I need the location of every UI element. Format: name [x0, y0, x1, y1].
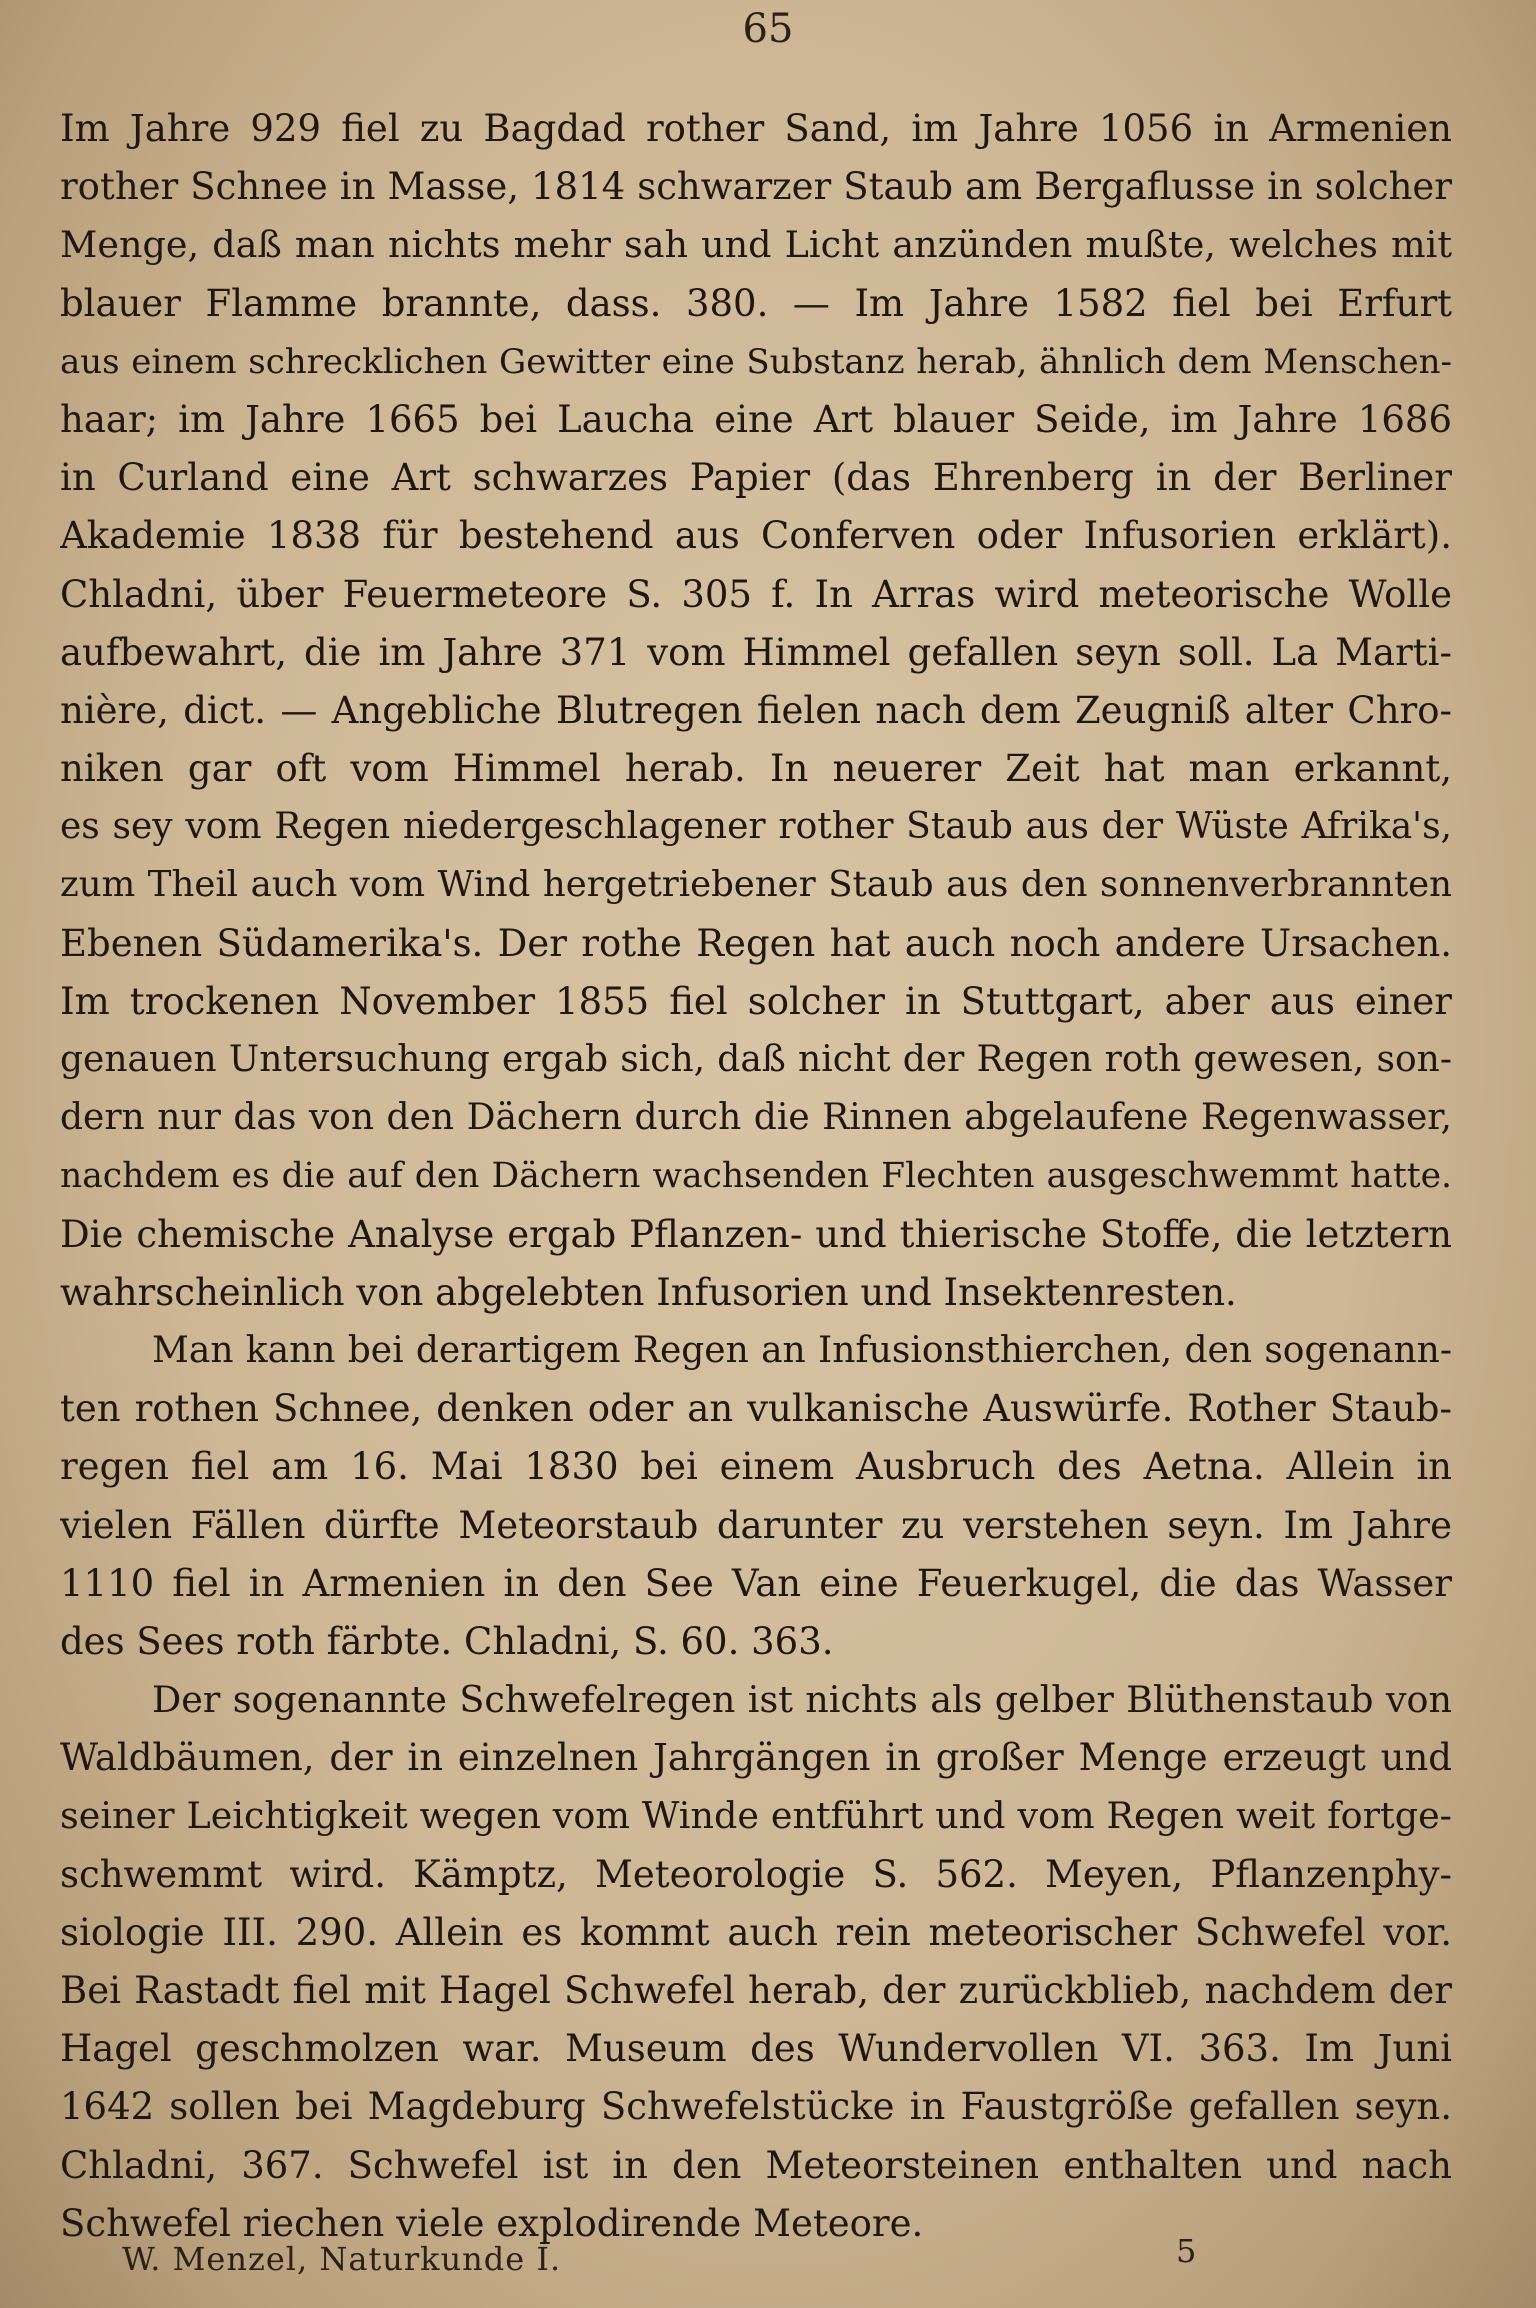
- text-line: Die chemische Analyse ergab Pflanzen- und thierische Stoffe, die letztern: [60, 1212, 1452, 1256]
- text-line: Man kann bei derartigem Regen an Infusionsthierchen, den sogenann-: [152, 1329, 1452, 1371]
- text-line: Akademie 1838 für bestehend aus Conferven oder Infusorien erklärt).: [60, 514, 1452, 558]
- text-line: aufbewahrt, die im Jahre 371 vom Himmel gefallen seyn soll. La Marti-: [60, 630, 1452, 674]
- text-line: Menge, daß man nichts mehr sah und Licht anzünden mußte, welches mit: [60, 223, 1452, 267]
- footer-sheet-number: 5: [1176, 2232, 1197, 2270]
- text-line: Im trockenen November 1855 fiel solcher in Stuttgart, aber aus einer: [60, 979, 1452, 1023]
- text-line: regen fiel am 16. Mai 1830 bei einem Ausbruch des Aetna. Allein in: [60, 1445, 1452, 1489]
- text-line: rother Schnee in Masse, 1814 schwarzer Staub am Bergaflusse in solcher: [60, 165, 1452, 209]
- text-line: es sey vom Regen niedergeschlagener rother Staub aus der Wüste Afrika's,: [60, 806, 1452, 848]
- text-line: Hagel geschmolzen war. Museum des Wundervollen VI. 363. Im Juni: [60, 2027, 1452, 2071]
- text-line: nière, dict. — Angebliche Blutregen fielen nach dem Zeugniß alter Chro-: [60, 688, 1452, 732]
- text-line: genauen Untersuchung ergab sich, daß nicht der Regen roth gewesen, son-: [60, 1039, 1452, 1080]
- text-line: Im Jahre 929 fiel zu Bagdad rother Sand, im Jahre 1056 in Armenien: [60, 107, 1452, 150]
- text-line: zum Theil auch vom Wind hergetriebener Staub aus den sonnenverbrannten: [60, 864, 1452, 906]
- text-line: ten rothen Schnee, denken oder an vulkanische Auswürfe. Rother Staub-: [60, 1387, 1452, 1431]
- text-line: Der sogenannte Schwefelregen ist nichts als gelber Blüthenstaub von: [152, 1678, 1452, 1722]
- text-line: Waldbäumen, der in einzelnen Jahrgängen in großer Menge erzeugt und: [60, 1736, 1452, 1780]
- text-line: Chladni, über Feuermeteore S. 305 f. In Arras wird meteorische Wolle: [60, 572, 1452, 616]
- text-line: Chladni, 367. Schwefel ist in den Meteorsteinen enthalten und nach: [60, 2143, 1452, 2187]
- text-line: haar; im Jahre 1665 bei Laucha eine Art blauer Seide, im Jahre 1686: [60, 397, 1452, 441]
- text-line: blauer Flamme brannte, dass. 380. — Im Jahre 1582 fiel bei Erfurt: [60, 281, 1452, 325]
- text-line: Ebenen Südamerika's. Der rothe Regen hat auch noch andere Ursachen.: [60, 921, 1452, 965]
- page-number: 65: [742, 6, 794, 52]
- text-line: in Curland eine Art schwarzes Papier (das Ehrenberg in der Berliner: [60, 456, 1452, 500]
- text-line: Bei Rastadt fiel mit Hagel Schwefel herab, der zurückblieb, nachdem der: [60, 1969, 1452, 2012]
- footer-signature: W. Menzel, Naturkunde I.: [122, 2240, 562, 2278]
- text-line: 1110 fiel in Armenien in den See Van eine Feuerkugel, die das Wasser: [60, 1561, 1452, 1605]
- text-line: niken gar oft vom Himmel herab. In neuerer Zeit hat man erkannt,: [60, 747, 1452, 791]
- text-line: aus einem schrecklichen Gewitter eine Substanz herab, ähnlich dem Menschen-: [60, 341, 1452, 382]
- text-line: wahrscheinlich von abgelebten Infusorien und Insektenresten.: [60, 1270, 1237, 1314]
- page-footer: [0, 2232, 1536, 2292]
- text-line: nachdem es die auf den Dächern wachsenden Flechten ausgeschwemmt hatte.: [60, 1156, 1452, 1197]
- body-text: [60, 100, 1452, 2253]
- text-line: schwemmt wird. Kämptz, Meteorologie S. 562. Meyen, Pflanzenphy-: [60, 1852, 1452, 1896]
- text-line: dern nur das von den Dächern durch die Rinnen abgelaufene Regenwasser,: [60, 1097, 1452, 1139]
- text-line: des Sees roth färbte. Chladni, S. 60. 363.: [60, 1619, 834, 1663]
- text-line: Schwefel riechen viele explodirende Meteore.: [60, 2201, 924, 2245]
- text-line: siologie III. 290. Allein es kommt auch rein meteorischer Schwefel vor.: [60, 1910, 1452, 1954]
- text-line: seiner Leichtigkeit wegen vom Winde entführt und vom Regen weit fortge-: [60, 1794, 1452, 1838]
- text-line: vielen Fällen dürfte Meteorstaub darunter zu verstehen seyn. Im Jahre: [60, 1503, 1452, 1547]
- text-line: 1642 sollen bei Magdeburg Schwefelstücke in Faustgröße gefallen seyn.: [60, 2085, 1452, 2129]
